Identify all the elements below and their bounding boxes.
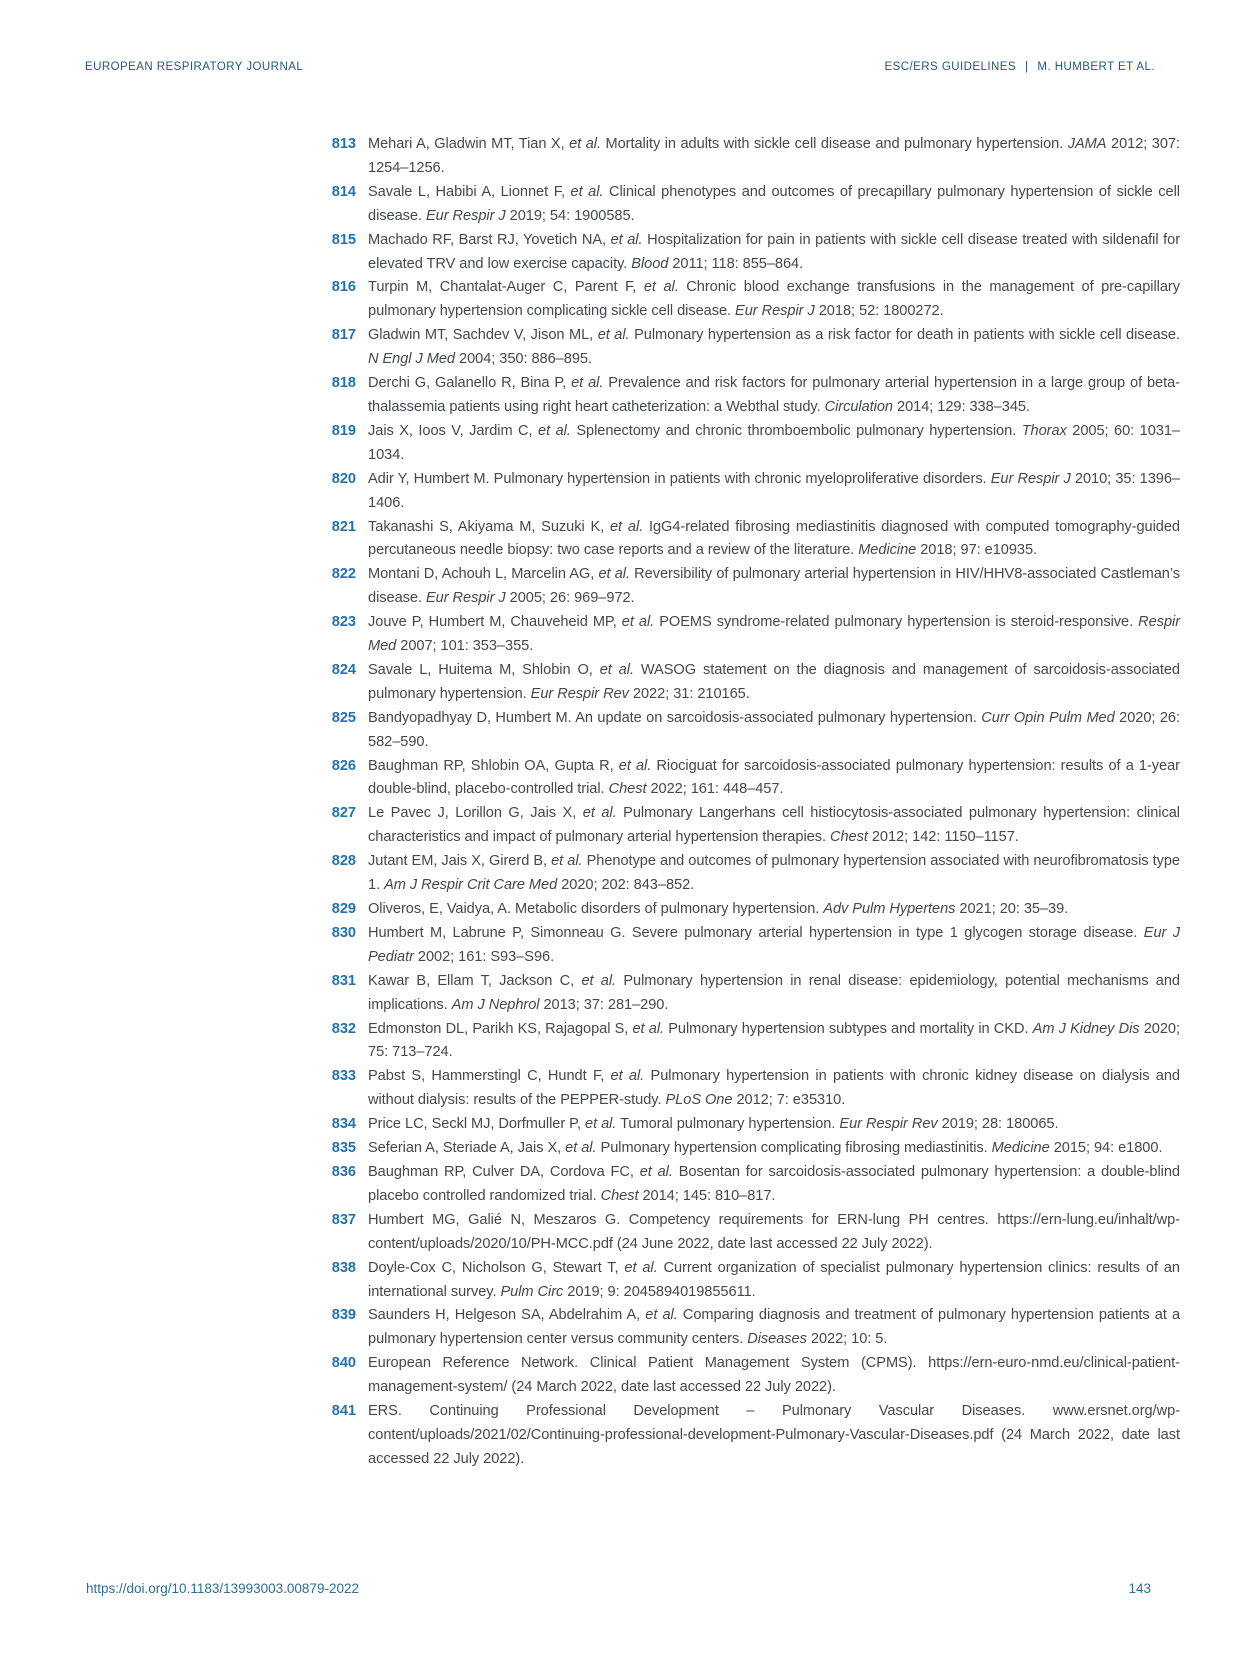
reference-item <box>331 324 1180 372</box>
reference-text <box>368 755 1180 803</box>
reference-number: 825 <box>331 709 356 726</box>
reference-text <box>368 133 1180 181</box>
reference-text-segment: 2007; 101: 353–355. <box>396 638 534 655</box>
reference-item <box>331 420 1180 468</box>
reference-text-segment: Pulm Circ <box>500 1283 564 1300</box>
reference-text-segment: et al. <box>618 757 652 774</box>
reference-text-segment: 2019; 9: 2045894019855611. <box>563 1283 756 1300</box>
reference-text-segment: et al. <box>599 661 634 678</box>
reference-text-segment: 2019; 54: 1900585. <box>505 207 635 224</box>
reference-number: 813 <box>331 136 356 152</box>
reference-text-segment: Adv Pulm Hypertens <box>823 901 956 917</box>
reference-number: 816 <box>331 279 356 296</box>
reference-text-segment: et al. <box>585 1116 617 1133</box>
reference-text-segment: Hospitalization for pain in patients with sickle cell disease treated with sildenafil for elevated TRV and low exercise capacity. <box>368 231 1181 272</box>
reference-text-segment: 2020; 75: 713–724. <box>368 1020 1180 1061</box>
reference-text-segment: et al. <box>639 1163 673 1180</box>
reference-text-segment: PLoS One <box>665 1092 733 1109</box>
section-label: ESC/ERS GUIDELINES <box>884 61 1016 73</box>
reference-text-segment: Baughman RP, Shlobin OA, Gupta R, <box>368 757 619 774</box>
reference-text <box>368 1137 1180 1161</box>
reference-number: 819 <box>331 422 356 439</box>
reference-text-segment: et al. <box>610 231 643 248</box>
reference-text-segment: Price LC, Seckl MJ, Dorfmuller P, <box>368 1116 585 1133</box>
reference-text-segment: 2005; 60: 1031–1034. <box>368 422 1180 463</box>
reference-item <box>331 922 1180 970</box>
reference-text-segment: Seferian A, Steriade A, Jais X, <box>368 1140 566 1157</box>
reference-text-segment: IgG4-related fibrosing mediastinitis diagnosed with computed tomography-guided percutaneous needle biopsy: two case reports and a review of the literature. <box>368 518 1180 559</box>
reference-text-segment: Machado RF, Barst RJ, Yovetich NA, <box>368 231 611 248</box>
reference-text-segment: et al. <box>569 136 601 152</box>
reference-text-segment: 2018; 52: 1800272. <box>814 303 944 320</box>
reference-item <box>331 133 1180 181</box>
reference-number: 839 <box>331 1307 356 1324</box>
reference-text-segment: 2012; 7: e35310. <box>732 1092 846 1109</box>
reference-text-segment: Pulmonary hypertension subtypes and mortality in CKD. <box>664 1020 1033 1037</box>
reference-text-segment: 2005; 26: 969–972. <box>505 590 635 607</box>
reference-text-segment: Gladwin MT, Sachdev V, Jison ML, <box>368 327 598 344</box>
reference-item <box>331 1161 1180 1209</box>
reference-text-segment: Eur J Pediatr <box>368 924 1180 965</box>
reference-item <box>331 659 1181 707</box>
reference-text-segment: Derchi G, Galanello R, Bina P, <box>368 375 572 392</box>
reference-text-segment: et al. <box>597 327 630 344</box>
reference-text-segment: Edmonston DL, Parikh KS, Rajagopal S, <box>368 1020 633 1037</box>
reference-text-segment: Eur Respir J <box>425 207 506 224</box>
reference-item <box>331 970 1180 1018</box>
reference-text-segment: 2014; 129: 338–345. <box>893 398 1030 415</box>
reference-text <box>368 707 1180 755</box>
reference-item <box>331 1113 1180 1137</box>
reference-text-segment: Bandyopadhyay D, Humbert M. An update on sarcoidosis-associated pulmonary hypertension. <box>368 709 982 726</box>
reference-number: 834 <box>331 1116 356 1133</box>
reference-text-segment: Thorax <box>1021 422 1067 439</box>
reference-number: 824 <box>331 661 356 678</box>
reference-item <box>331 802 1180 850</box>
reference-number: 832 <box>331 1020 356 1037</box>
reference-text-segment: 2014; 145: 810–817. <box>638 1187 776 1204</box>
reference-text-segment: Eur Respir Rev <box>530 685 629 702</box>
reference-text-segment: Clinical phenotypes and outcomes of precapillary pulmonary hypertension of sickle cell disease. <box>368 183 1180 224</box>
reference-text <box>368 563 1180 611</box>
reference-text-segment: Riociguat for sarcoidosis-associated pulmonary hypertension: results of a 1-year double-blind, placebo-controlled trial. <box>368 757 1180 798</box>
reference-text-segment: et al. <box>632 1020 665 1037</box>
reference-text-segment: Pulmonary Langerhans cell histiocytosis-associated pulmonary hypertension: clinical characteristics and impact of pulmonary arterial hypertension therapies. <box>368 805 1180 846</box>
reference-text-segment: et al. <box>538 422 571 439</box>
reference-text-segment: Eur Respir Rev <box>839 1116 938 1133</box>
reference-text <box>368 229 1180 277</box>
reference-number: 840 <box>331 1355 356 1372</box>
reference-number: 829 <box>331 901 356 917</box>
reference-text <box>368 468 1180 516</box>
reference-number: 826 <box>331 757 356 774</box>
reference-text-segment: Doyle-Cox C, Nicholson G, Stewart T, <box>368 1259 625 1276</box>
reference-text-segment: Montani D, Achouh L, Marcelin AG, <box>368 566 599 583</box>
header-right <box>885 61 1155 73</box>
reference-number: 820 <box>331 470 356 487</box>
reference-number: 836 <box>331 1163 356 1180</box>
reference-text <box>368 1257 1180 1305</box>
reference-item <box>331 1065 1180 1113</box>
reference-text-segment: Chest <box>600 1187 639 1204</box>
reference-text <box>368 1113 1180 1137</box>
page-number: 143 <box>1128 1581 1151 1596</box>
reference-text-segment: Savale L, Huitema M, Shlobin O, <box>368 661 600 678</box>
reference-text-segment: Humbert M, Labrune P, Simonneau G. Severe pulmonary arterial hypertension in type 1 glycogen storage disease. <box>368 924 1144 941</box>
reference-text <box>368 1304 1180 1352</box>
reference-item <box>331 372 1180 420</box>
reference-number: 841 <box>331 1403 356 1420</box>
reference-text-segment: Respir Med <box>368 614 1181 655</box>
reference-number: 830 <box>331 924 356 941</box>
reference-text-segment: Savale L, Habibi A, Lionnet F, <box>368 183 571 200</box>
reference-text-segment: Curr Opin Pulm Med <box>981 709 1115 726</box>
reference-text-segment: Humbert MG, Galié N, Meszaros G. Competency requirements for ERN-lung PH centres. https://ern-lung.eu/inhalt/wp-content/uploads/2020/10/PH-MCC.pdf (24 June 2022, date last accessed 22 July 2022). <box>368 1211 1180 1252</box>
reference-item <box>331 1352 1180 1400</box>
reference-text-segment: Chronic blood exchange transfusions in the management of pre-capillary pulmonary hypertension complicating sickle cell disease. <box>368 279 1180 320</box>
reference-text-segment: et al. <box>643 279 679 296</box>
reference-text-segment: Saunders H, Helgeson SA, Abdelrahim A, <box>368 1307 646 1324</box>
reference-text-segment: et al. <box>571 375 604 392</box>
reference-text <box>368 1352 1180 1400</box>
reference-text-segment: 2002; 161: S93–S96. <box>413 948 555 965</box>
authors-label: M. HUMBERT ET AL. <box>1037 61 1155 73</box>
doi-link[interactable]: https://doi.org/10.1183/13993003.00879-2022 <box>86 1581 359 1596</box>
reference-text-segment: Prevalence and risk factors for pulmonary arterial hypertension in a large group of beta-thalassemia patients using right heart catheterization: a Webthal study. <box>368 375 1180 415</box>
reference-item <box>331 516 1180 564</box>
reference-text-segment: et al. <box>624 1259 658 1276</box>
reference-text-segment: Am J Nephrol <box>451 996 540 1013</box>
reference-text-segment: 2020; 202: 843–852. <box>557 877 695 894</box>
reference-text-segment: Adir Y, Humbert M. Pulmonary hypertension in patients with chronic myeloproliferative disorders. <box>368 470 991 487</box>
reference-text-segment: et al. <box>598 566 630 583</box>
reference-text-segment: Chest <box>608 781 647 798</box>
reference-number: 814 <box>331 183 356 200</box>
reference-text-segment: N Engl J Med <box>368 351 455 368</box>
reference-text <box>368 922 1180 970</box>
reference-text-segment: Takanashi S, Akiyama M, Suzuki K, <box>368 518 610 535</box>
reference-text-segment: et al. <box>582 805 617 822</box>
reference-number: 815 <box>331 231 356 248</box>
reference-item <box>331 229 1181 277</box>
reference-text <box>368 850 1180 898</box>
reference-item <box>331 1137 1180 1161</box>
reference-text <box>368 372 1180 420</box>
reference-number: 822 <box>331 566 356 583</box>
reference-text-segment: Splenectomy and chronic thromboembolic pulmonary hypertension. <box>570 422 1022 439</box>
reference-text <box>368 1018 1180 1066</box>
reference-text-segment: Le Pavec J, Lorillon G, Jais X, <box>368 805 583 822</box>
reference-number: 835 <box>331 1140 356 1157</box>
reference-text-segment: Chest <box>829 829 868 846</box>
reference-text-segment: 2012; 307: 1254–1256. <box>368 136 1180 176</box>
reference-text-segment: Phenotype and outcomes of pulmonary hypertension associated with neurofibromatosis type 1. <box>368 853 1180 894</box>
reference-text-segment: 2012; 142: 1150–1157. <box>867 829 1019 846</box>
reference-text <box>368 516 1180 564</box>
reference-text-segment: Pabst S, Hammerstingl C, Hundt F, <box>368 1068 611 1085</box>
reference-text-segment: 2011; 118: 855–864. <box>668 255 804 272</box>
reference-text-segment: Blood <box>631 255 669 272</box>
reference-text-segment: 2010; 35: 1396–1406. <box>368 470 1180 511</box>
reference-text-segment: 2019; 28: 180065. <box>937 1116 1059 1133</box>
reference-text-segment: 2022; 10: 5. <box>806 1331 888 1348</box>
reference-text-segment: Mortality in adults with sickle cell disease and pulmonary hypertension. <box>600 136 1068 152</box>
reference-text-segment: Mehari A, Gladwin MT, Tian X, <box>368 136 570 152</box>
reference-text-segment: et al. <box>551 853 583 870</box>
reference-text-segment: Baughman RP, Culver DA, Cordova FC, <box>368 1163 640 1180</box>
reference-text-segment: Reversibility of pulmonary arterial hypertension in HIV/HHV8-associated Castleman’s disease. <box>368 566 1181 607</box>
reference-text-segment: Am J Kidney Dis <box>1032 1020 1140 1037</box>
reference-text-segment: 2013; 37: 281–290. <box>539 996 669 1013</box>
reference-text-segment: Current organization of specialist pulmonary hypertension clinics: results of an international survey. <box>368 1259 1180 1300</box>
reference-text <box>368 1209 1180 1257</box>
reference-text-segment: et al. <box>570 183 604 200</box>
journal-title: EUROPEAN RESPIRATORY JOURNAL <box>85 61 304 73</box>
reference-text <box>368 659 1180 707</box>
reference-number: 828 <box>331 853 356 870</box>
reference-number: 831 <box>331 972 356 989</box>
reference-text <box>368 1161 1180 1209</box>
reference-text-segment: European Reference Network. Clinical Patient Management System (CPMS). https://ern-euro-nmd.eu/clinical-patient-management-system/ (24 March 2022, date last accessed 22 July 2022). <box>368 1355 1180 1396</box>
reference-text-segment: 2015; 94: e1800. <box>1049 1140 1163 1157</box>
reference-item <box>331 1018 1180 1066</box>
reference-number: 821 <box>331 518 356 535</box>
reference-text-segment: Turpin M, Chantalat-Auger C, Parent F, <box>368 279 644 296</box>
page-footer <box>86 1581 1151 1596</box>
reference-item <box>331 181 1180 229</box>
reference-text-segment: Kawar B, Ellam T, Jackson C, <box>368 972 582 989</box>
reference-text-segment: 2022; 161: 448–457. <box>646 781 784 798</box>
reference-item <box>331 468 1180 516</box>
reference-text-segment: Circulation <box>824 398 893 415</box>
reference-text <box>368 802 1180 850</box>
reference-text <box>368 970 1180 1018</box>
reference-text-segment: 2021; 20: 35–39. <box>955 901 1069 917</box>
reference-text-segment: 2004; 350: 886–895. <box>455 351 592 368</box>
reference-text-segment: Eur Respir J <box>990 470 1071 487</box>
reference-text-segment: JAMA <box>1067 136 1107 152</box>
reference-text-segment: POEMS syndrome-related pulmonary hypertension is steroid-responsive. <box>654 614 1139 631</box>
reference-item <box>331 276 1180 324</box>
reference-text <box>368 1400 1180 1472</box>
reference-text-segment: et al. <box>565 1140 597 1157</box>
reference-text-segment: Medicine <box>991 1140 1050 1157</box>
reference-text-segment: Oliveros, E, Vaidya, A. Metabolic disorders of pulmonary hypertension. <box>368 901 824 917</box>
reference-text-segment: et al. <box>621 614 655 631</box>
reference-number: 823 <box>331 614 356 631</box>
reference-text-segment: Bosentan for sarcoidosis-associated pulmonary hypertension: a double-blind placebo controlled randomized trial. <box>368 1163 1180 1204</box>
reference-text-segment: Pulmonary hypertension as a risk factor for death in patients with sickle cell disease. <box>629 327 1180 344</box>
reference-item <box>331 611 1181 659</box>
reference-text <box>368 420 1180 468</box>
reference-number: 838 <box>331 1259 356 1276</box>
reference-item <box>331 707 1180 755</box>
reference-number: 833 <box>331 1068 356 1085</box>
reference-text <box>368 324 1180 372</box>
reference-text-segment: Diseases <box>747 1331 807 1348</box>
reference-text <box>368 898 1180 922</box>
reference-text-segment: ERS. Continuing Professional Development – Pulmonary Vascular Diseases. www.ersnet.org/wp-content/uploads/2021/02/Continuing-professional-development-Pulmonary-Vascular-Diseases.pdf (24 March 2022, date last accessed 22 July 2022). <box>368 1403 1180 1467</box>
reference-text-segment: Am J Respir Crit Care Med <box>384 877 558 894</box>
reference-item <box>331 755 1180 803</box>
reference-text-segment: et al. <box>609 518 644 535</box>
reference-item <box>331 1209 1180 1257</box>
reference-text-segment: Pulmonary hypertension in renal disease: epidemiology, potential mechanisms and implications. <box>368 972 1180 1013</box>
reference-text-segment: Pulmonary hypertension complicating fibrosing mediastinitis. <box>596 1140 992 1157</box>
reference-item <box>331 850 1180 898</box>
reference-text <box>368 1065 1180 1113</box>
reference-text <box>368 611 1180 659</box>
reference-number: 837 <box>331 1211 356 1228</box>
reference-text-segment: Pulmonary hypertension in patients with chronic kidney disease on dialysis and without dialysis: results of the PEPPER-study. <box>368 1068 1180 1109</box>
reference-text-segment: Tumoral pulmonary hypertension. <box>616 1116 840 1133</box>
reference-item <box>331 1304 1181 1352</box>
reference-text-segment: 2018; 97: e10935. <box>916 542 1038 559</box>
reference-text-segment: et al. <box>581 972 617 989</box>
reference-text-segment: Jutant EM, Jais X, Girerd B, <box>368 853 552 870</box>
reference-item <box>331 1400 1180 1472</box>
reference-text-segment: Eur Respir J <box>425 590 506 607</box>
reference-number: 818 <box>331 375 356 392</box>
header-separator: | <box>1024 61 1029 73</box>
reference-text-segment: 2020; 26: 582–590. <box>368 709 1180 750</box>
reference-text-segment: Medicine <box>858 542 917 559</box>
reference-text <box>368 276 1180 324</box>
reference-item <box>331 898 1180 922</box>
reference-list <box>331 133 1181 1472</box>
reference-text-segment: et al. <box>610 1068 645 1085</box>
reference-text-segment: WASOG statement on the diagnosis and management of sarcoidosis-associated pulmonary hypertension. <box>368 661 1181 702</box>
page-header <box>85 61 1155 73</box>
reference-text-segment: et al. <box>645 1307 678 1324</box>
reference-text-segment: 2022; 31: 210165. <box>628 685 750 702</box>
reference-text-segment: Jais X, Ioos V, Jardim C, <box>368 422 539 439</box>
reference-text <box>368 181 1180 229</box>
reference-number: 817 <box>331 327 356 344</box>
reference-text-segment: Comparing diagnosis and treatment of pulmonary hypertension patients at a pulmonary hypertension center versus community centers. <box>368 1307 1181 1348</box>
reference-text-segment: Eur Respir J <box>735 303 815 320</box>
reference-text-segment: Jouve P, Humbert M, Chauveheid MP, <box>368 614 622 631</box>
reference-item <box>331 1257 1180 1305</box>
reference-item <box>331 563 1181 611</box>
reference-number: 827 <box>331 805 356 822</box>
